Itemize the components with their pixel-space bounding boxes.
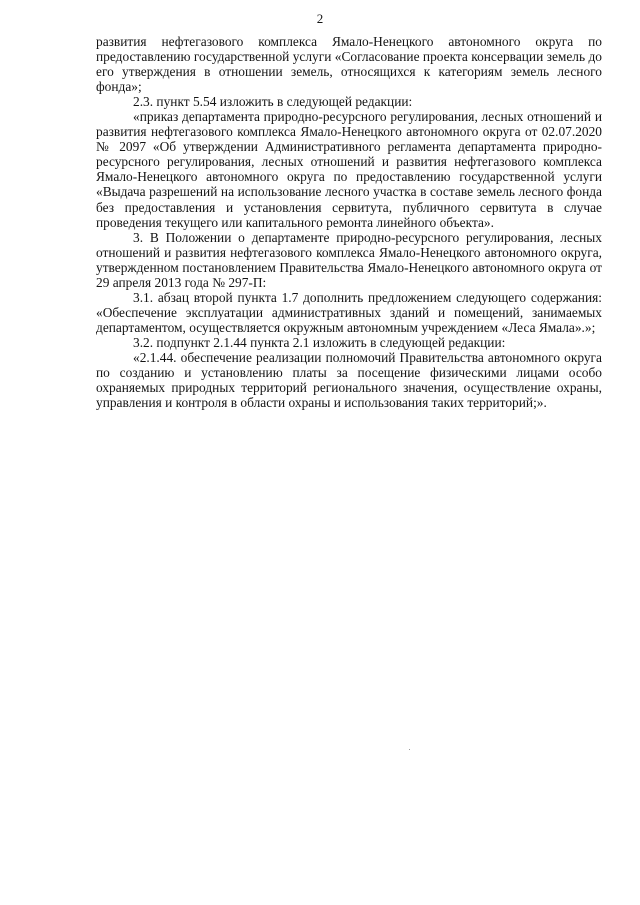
paragraph-2-1-44-quote: «2.1.44. обеспечение реализации полномочий Правительства автономного округа по созданию и установлению платы за посещение физическими лицами особо охраняемых природных территорий регионального значения, осуществление охраны, управления и контроля в области охраны и использования таких территорий;».	[96, 349, 602, 411]
scan-speck	[409, 749, 410, 750]
page-number: 2	[316, 11, 324, 26]
paragraph-2-3: 2.3. пункт 5.54 изложить в следующей редакции:	[133, 94, 413, 110]
paragraph-3-1: 3.1. абзац второй пункта 1.7 дополнить предложением следующего содержания: «Обеспечение эксплуатации административных зданий и помещений, занимаемых департаментом, осуществляется окружным автономным учреждением «Леса Ямала».»;	[96, 289, 602, 335]
document-body	[96, 34, 602, 410]
paragraph-3: 3. В Положении о департаменте природно-ресурсного регулирования, лесных отношений и развития нефтегазового комплекса Ямало-Ненецкого автономного округа, утвержденном постановлением Правительства Ямало-Ненецкого автономного округа от 29 апреля 2013 года № 297-П:	[96, 229, 602, 290]
paragraph-3-2: 3.2. подпункт 2.1.44 пункта 2.1 изложить в следующей редакции:	[133, 334, 506, 350]
paragraph-order-quote: «приказ департамента природно-ресурсного регулирования, лесных отношений и развития нефтегазового комплекса Ямало-Ненецкого автономного округа от 02.07.2020 № 2097 «Об утверждении Административного регламента департамента природно-ресурсного регулирования, лесных отношений и развития нефтегазового комплекса Ямало-Ненецкого автономного округа по предоставлению государственной услуги «Выдача разрешений на использование лесного участка в составе земель лесного фонда без предоставления и установления сервитута, публичного сервитута в случае проведения текущего или капитального ремонта линейного объекта».	[96, 109, 602, 230]
paragraph-continuation: развития нефтегазового комплекса Ямало-Ненецкого автономного округа по предоставлению государственной услуги «Согласование проекта консервации земель до его утверждения в отношении земель, относящихся к категориям земель лесного фонда»;	[96, 34, 602, 95]
